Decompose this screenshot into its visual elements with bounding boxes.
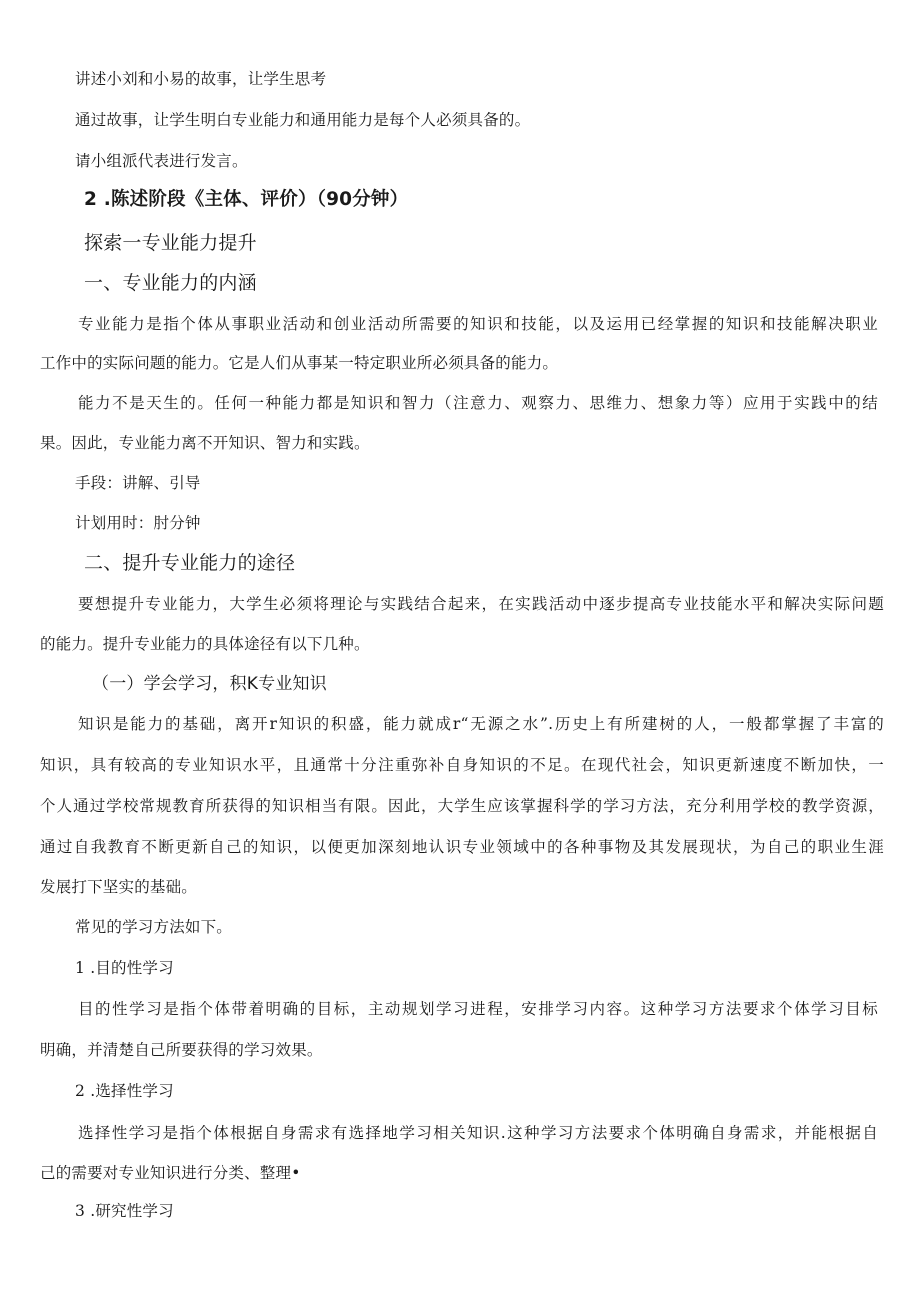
method2-line1: 选择性学习是指个体根据自身需求有选择地学习相关知识.这种学习方法要求个体明确自身需求，并能根据自 — [78, 1124, 878, 1142]
intro-line-3: 请小组派代表进行发言。 — [75, 152, 248, 170]
section2-paragraph2-line1: 知识是能力的基础，离开r知识的积盛，能力就成r“无源之水”.历史上有所建树的人，一般都掌握了丰富的 — [78, 715, 884, 733]
method1-title: 1 .目的性学习 — [75, 959, 174, 977]
teaching-means: 手段：讲解、引导 — [75, 474, 201, 492]
section2-heading: 二、提升专业能力的途径 — [84, 552, 296, 574]
explore-heading: 探索一专业能力提升 — [84, 232, 257, 254]
section1-paragraph1-line2: 工作中的实际问题的能力。它是人们从事某一特定职业所必须具备的能力。 — [40, 354, 559, 372]
planned-time: 计划用时：肘分钟 — [75, 514, 201, 532]
method2-line2: 己的需要对专业知识进行分类、整理• — [40, 1164, 301, 1182]
subsection-heading: （一）学会学习，积K专业知识 — [92, 674, 327, 694]
method2-title: 2 .选择性学习 — [75, 1082, 174, 1100]
methods-intro: 常见的学习方法如下。 — [75, 918, 233, 936]
intro-line-1: 讲述小刘和小易的故事，让学生思考 — [75, 70, 327, 88]
section2-paragraph1-line2: 的能力。提升专业能力的具体途径有以下几种。 — [40, 635, 370, 653]
method1-line1: 目的性学习是指个体带着明确的目标，主动规划学习进程，安排学习内容。这种学习方法要求个体学习目标 — [78, 1000, 878, 1018]
section1-paragraph2-line2: 果。因此，专业能力离不开知识、智力和实践。 — [40, 434, 370, 452]
section2-paragraph2-line5: 发展打下坚实的基础。 — [40, 878, 198, 896]
method3-title: 3 .研究性学习 — [75, 1202, 174, 1220]
section2-paragraph2-line3: 个人通过学校常规教育所获得的知识相当有限。因此，大学生应该掌握科学的学习方法，充分利用学校的教学资源， — [40, 797, 884, 815]
section1-paragraph2-line1: 能力不是天生的。任何一种能力都是知识和智力（注意力、观察力、思维力、想象力等）应用于实践中的结 — [78, 394, 878, 412]
section1-heading: 一、专业能力的内涵 — [84, 272, 257, 294]
section1-paragraph1-line1: 专业能力是指个体从事职业活动和创业活动所需要的知识和技能，以及运用已经掌握的知识和技能解决职业 — [78, 315, 878, 333]
section2-paragraph2-line4: 通过自我教育不断更新自己的知识，以便更加深刻地认识专业领域中的各种事物及其发展现状，为自己的职业生涯 — [40, 838, 884, 856]
section2-paragraph1-line1: 要想提升专业能力，大学生必须将理论与实践结合起来，在实践活动中逐步提高专业技能水平和解决实际问题 — [78, 595, 884, 613]
intro-line-2: 通过故事，让学生明白专业能力和通用能力是每个人必须具备的。 — [75, 111, 531, 129]
method1-line2: 明确，并清楚自己所要获得的学习效果。 — [40, 1041, 323, 1059]
stage-heading: 2 .陈述阶段《主体、评价）（90分钟） — [84, 189, 409, 210]
section2-paragraph2-line2: 知识，具有较高的专业知识水平，且通常十分注重弥补自身知识的不足。在现代社会，知识更新速度不断加快，一 — [40, 756, 884, 774]
